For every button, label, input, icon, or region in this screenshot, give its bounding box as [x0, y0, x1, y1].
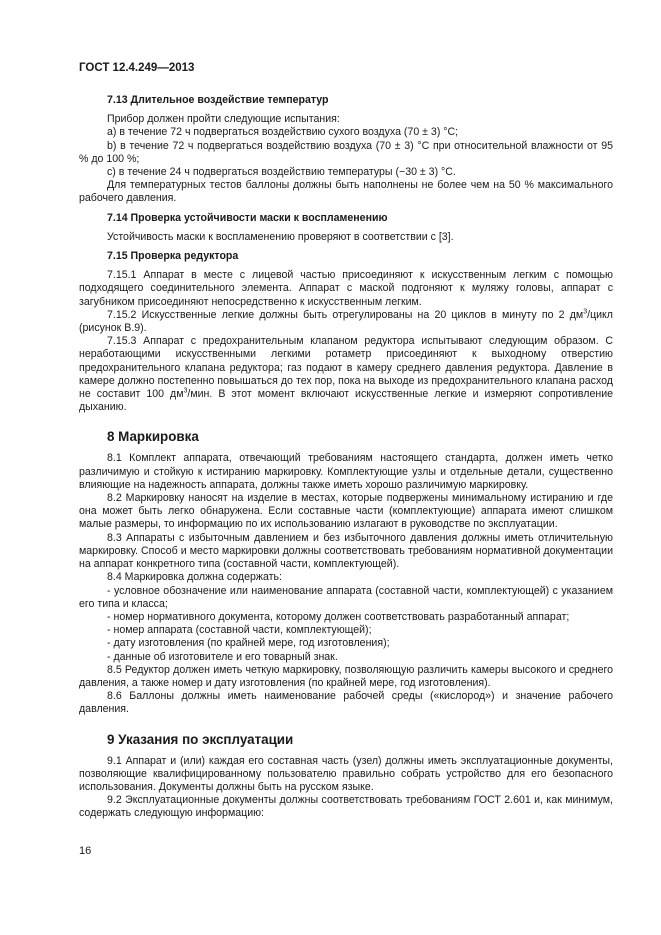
paragraph: 8.3 Аппараты с избыточным давлением и без избыточного давления должны иметь отличительную маркировку. Способ и место маркировки должны соответствовать требованиям нормативной документации на аппарат конкретного типа (составной части, комплектующей). [79, 531, 613, 571]
list-item: - номер аппарата (составной части, комплектующей); [107, 624, 372, 637]
list-item: b) в течение 72 ч подвергаться воздействию воздуха (70 ± 3) °С при относительной влажности от 95 % до 100 %; [79, 139, 613, 165]
document-body [79, 94, 613, 821]
paragraph: 8.4 Маркировка должна содержать: [107, 571, 282, 584]
paragraph: 8.6 Баллоны должны иметь наименование рабочей среды («кислород») и значение рабочего давления. [79, 690, 613, 716]
list-item: c) в течение 24 ч подвергаться воздействию температуры (−30 ± 3) °С. [107, 166, 456, 179]
paragraph: 9.2 Эксплуатационные документы должны соответствовать требованиям ГОСТ 2.601 и, как минимум, содержать следующую информацию: [79, 794, 613, 820]
list-item: - номер нормативного документа, которому должен соответствовать разработанный аппарат; [107, 610, 570, 623]
list-item: - данные об изготовителе и его товарный знак. [107, 650, 338, 663]
paragraph: 9.1 Аппарат и (или) каждая его составная часть (узел) должны иметь эксплуатационные документы, позволяющие квалифицированному пользователю правильно собрать устройство для его безопасного использования. Документы должны быть на русском языке. [79, 754, 613, 793]
list-item: a) в течение 72 ч подвергаться воздействию сухого воздуха (70 ± 3) °С; [107, 126, 459, 139]
paragraph: Для температурных тестов баллоны должны быть наполнены не более чем на 50 % максимального рабочего давления. [79, 179, 613, 205]
paragraph: 7.15.2 Искусственные легкие должны быть отрегулированы на 20 циклов в минуту по 2 $дм^3$/цикл (рисунок В.9). [79, 308, 613, 335]
section-9-title: 9 Указания по эксплуатации [107, 731, 294, 747]
paragraph: 8.1 Комплект аппарата, отвечающий требованиям настоящего стандарта, должен иметь четко различимую и стойкую к истиранию маркировку. Комплектующие узлы и отдельные детали, существенно влияющие на надежность аппарата, должны также иметь хорошо различимую маркировку. [79, 452, 613, 491]
paragraph: Прибор должен пройти следующие испытания: [107, 113, 340, 126]
list-item: - условное обозначение или наименование аппарата (составной части, комплектующей) с указанием его типа и класса; [79, 584, 613, 610]
subsection-7-15-title: 7.15 Проверка редуктора [107, 250, 239, 263]
paragraph: Устойчивость маски к воспламенению проверяют в соответствии с [3]. [107, 230, 454, 243]
paragraph: 7.15.1 Аппарат в месте с лицевой частью присоединяют к искусственным легким с помощью подходящего соединительного элемента. Аппарат с маской подгоняют к муляжу головы, аппарат с загубником присоединяют непосредственно к искусственным легким. [79, 269, 613, 308]
paragraph: 8.2 Маркировку наносят на изделие в местах, которые подвержены минимальному истиранию и где она может быть легко обнаружена. Если составные части (комплектующие) аппарата имеют слишком малые размеры, то информацию по их использованию излагают в руководстве по эксплуатации. [79, 492, 613, 531]
document-header: ГОСТ 12.4.249—2013 [79, 62, 195, 74]
list-item: - дату изготовления (по крайней мере, год изготовления); [107, 637, 390, 650]
section-8-title: 8 Маркировка [107, 429, 199, 445]
subsection-7-13-title: 7.13 Длительное воздействие температур [107, 94, 329, 106]
paragraph: 7.15.3 Аппарат с предохранительным клапаном редуктора испытывают следующим образом. С неработающими искусственными легкими ротаметр присоединяют к выходному отверстию предохранительного клапана редуктора; газ подают в камеру среднего давления редуктора. Давление в камере должно постепенно повышаться до тех пор, пока на выходе из предохранительного клапана расход не составит 100 $дм^3$/мин. В этот момент включают искусственные легкие и измеряют сопротивление дыханию. [79, 335, 614, 414]
subsection-7-14-title: 7.14 Проверка устойчивости маски к воспламенению [107, 211, 388, 224]
page-number: 16 [79, 845, 92, 857]
paragraph: 8.5 Редуктор должен иметь четкую маркировку, позволяющую различить камеры высокого и среднего давления, а также номер и дату изготовления (по крайней мере, год изготовления). [79, 663, 613, 689]
